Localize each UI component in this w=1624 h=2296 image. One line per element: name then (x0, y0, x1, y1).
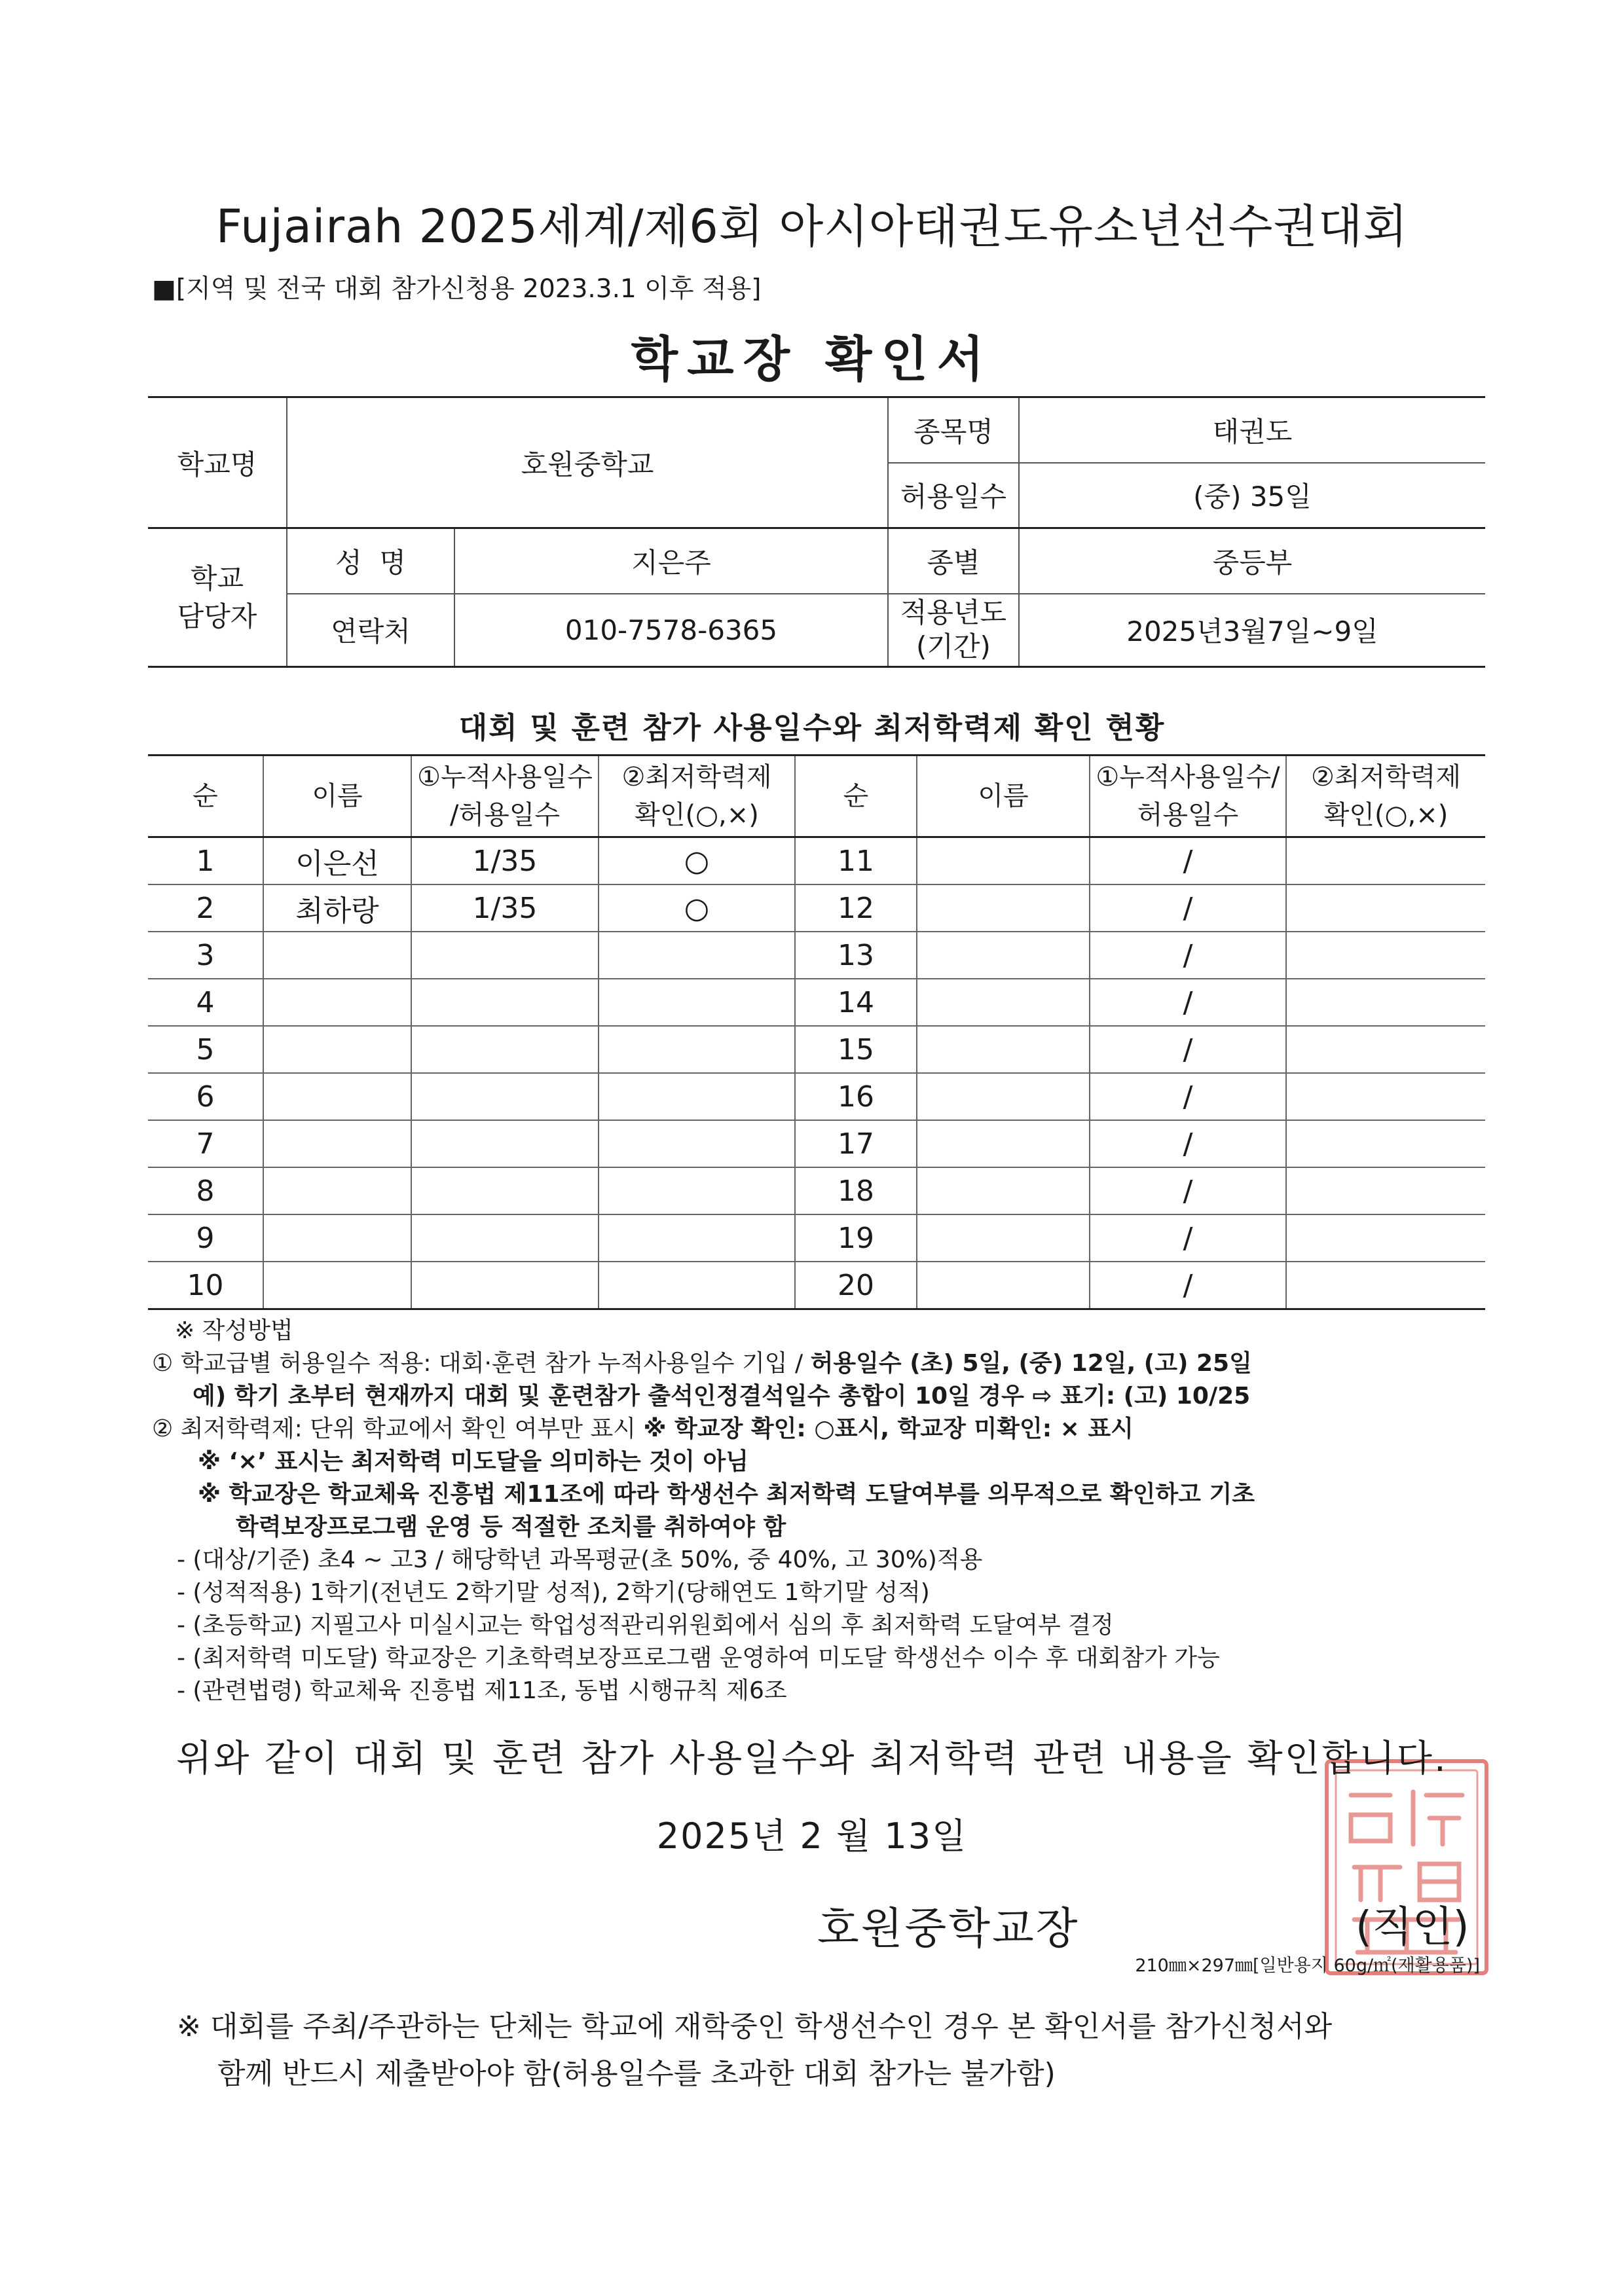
row-name-right (917, 1214, 1090, 1262)
row-usage-right: / (1090, 1167, 1286, 1214)
row-check-left (599, 1262, 795, 1309)
detail-3: - (초등학교) 지필고사 미실시교는 학업성적관리위원회에서 심의 후 최저학력 도달여부 결정 (177, 1612, 1114, 1639)
header-no-right: 순 (795, 756, 917, 837)
row-usage-left (411, 1167, 599, 1214)
header-no-left: 순 (148, 756, 263, 837)
row-name-left: 최하랑 (263, 884, 411, 932)
writing-instructions (152, 1315, 1488, 1707)
row-no-left: 7 (148, 1120, 263, 1167)
row-usage-left (411, 1120, 599, 1167)
row-usage-left (411, 1214, 599, 1262)
table-row (148, 1120, 1485, 1167)
paper-spec-note: 210㎜×297㎜[일반용지 60g/㎡(재활용품)] (1135, 1956, 1480, 1976)
row-name-left (263, 1120, 411, 1167)
header-name-left: 이름 (263, 756, 411, 837)
row-check-left (599, 1214, 795, 1262)
note-2-text: ② 최저학력제: 단위 학교에서 확인 여부만 표시 (152, 1415, 644, 1442)
row-check-right (1286, 884, 1485, 932)
row-usage-right: / (1090, 932, 1286, 979)
row-check-right (1286, 1073, 1485, 1120)
row-no-left: 4 (148, 979, 263, 1026)
row-no-left: 1 (148, 837, 263, 885)
row-usage-right: / (1090, 1262, 1286, 1309)
row-check-right (1286, 837, 1485, 885)
contact-label: 연락처 (287, 594, 454, 667)
info-table (148, 396, 1485, 668)
note-2 (152, 1413, 1488, 1446)
detail-5: - (관련법령) 학교체육 진흥법 제11조, 동법 시행규칙 제6조 (177, 1677, 787, 1704)
table-row (148, 1026, 1485, 1073)
row-check-left (599, 979, 795, 1026)
row-usage-left (411, 932, 599, 979)
row-no-left: 9 (148, 1214, 263, 1262)
detail-2: - (성적적용) 1학기(전년도 2학기말 성적), 2학기(당해연도 1학기말 성적) (177, 1579, 930, 1606)
row-usage-right: / (1090, 1120, 1286, 1167)
row-name-left (263, 1073, 411, 1120)
school-name-value: 호원중학교 (287, 397, 888, 528)
manager-name-label: 성 명 (287, 528, 454, 594)
row-name-left: 이은선 (263, 837, 411, 885)
row-check-right (1286, 1167, 1485, 1214)
detail-1: - (대상/기준) 초4 ~ 고3 / 해당학년 과목평균(초 50%, 중 40%, 고 30%)적용 (177, 1546, 983, 1573)
row-check-right (1286, 1214, 1485, 1262)
row-check-right (1286, 1120, 1485, 1167)
row-check-right (1286, 1026, 1485, 1073)
document-title: Fujairah 2025세계/제6회 아시아태권도유소년선수권대회 (215, 200, 1409, 253)
row-no-right: 19 (795, 1214, 917, 1262)
row-usage-right: / (1090, 1073, 1286, 1120)
row-name-left (263, 1214, 411, 1262)
table-row (148, 1167, 1485, 1214)
event-label: 종목명 (888, 397, 1019, 463)
form-title: 학교장 확인서 (631, 331, 993, 388)
row-no-left: 6 (148, 1073, 263, 1120)
row-no-right: 17 (795, 1120, 917, 1167)
note-1-example: 예) 학기 초부터 현재까지 대회 및 훈련참가 출석인정결석일수 총합이 10일 경우 ⇨ 표기: (고) 10/25 (193, 1383, 1251, 1410)
table-row (148, 1262, 1485, 1309)
status-section-title: 대회 및 훈련 참가 사용일수와 최저학력제 확인 현황 (458, 710, 1166, 745)
category-label: 종별 (888, 528, 1019, 594)
row-usage-left (411, 1026, 599, 1073)
note-1-bold: 허용일수 (초) 5일, (중) 12일, (고) 25일 (810, 1350, 1252, 1377)
row-check-left: ○ (599, 884, 795, 932)
status-table (148, 754, 1485, 1310)
row-check-left (599, 1073, 795, 1120)
row-no-right: 11 (795, 837, 917, 885)
table-row (148, 1073, 1485, 1120)
row-usage-right: / (1090, 979, 1286, 1026)
row-no-right: 12 (795, 884, 917, 932)
row-no-right: 20 (795, 1262, 917, 1309)
period-label: 적용년도 (기간) (888, 594, 1019, 667)
status-header-row (148, 756, 1485, 837)
row-name-left (263, 1167, 411, 1214)
footer-line-1: ※ 대회를 주최/주관하는 단체는 학교에 재학중인 학생선수인 경우 본 확인서를 참가신청서와 (177, 2010, 1333, 2043)
row-usage-right: / (1090, 884, 1286, 932)
status-body (148, 837, 1485, 1309)
row-no-left: 10 (148, 1262, 263, 1309)
footer-line-2: 함께 반드시 제출받아야 함(허용일수를 초과한 대회 참가는 불가함) (217, 2057, 1056, 2090)
row-name-left (263, 1026, 411, 1073)
row-name-right (917, 1026, 1090, 1073)
table-row (148, 837, 1485, 885)
row-no-left: 2 (148, 884, 263, 932)
school-name-label: 학교명 (148, 397, 287, 528)
note-3: ※ ‘×’ 표시는 최저학력 미도달을 의미하는 것이 아님 (198, 1448, 748, 1475)
row-no-right: 16 (795, 1073, 917, 1120)
note-1 (152, 1347, 1488, 1380)
row-check-left (599, 1167, 795, 1214)
row-usage-left (411, 979, 599, 1026)
row-no-right: 15 (795, 1026, 917, 1073)
contact-value: 010-7578-6365 (454, 594, 888, 667)
row-name-right (917, 837, 1090, 885)
row-name-right (917, 1120, 1090, 1167)
row-name-right (917, 932, 1090, 979)
row-no-left: 3 (148, 932, 263, 979)
row-name-right (917, 1073, 1090, 1120)
confirmation-date: 2025년 2 월 13일 (656, 1815, 968, 1857)
row-usage-right: / (1090, 1026, 1286, 1073)
note-4-cont: 학력보장프로그램 운영 등 적절한 조치를 취하여야 함 (236, 1514, 786, 1540)
row-usage-left (411, 1262, 599, 1309)
row-check-right (1286, 979, 1485, 1026)
row-name-right (917, 1262, 1090, 1309)
row-name-right (917, 884, 1090, 932)
event-value: 태권도 (1019, 397, 1485, 463)
manager-name-value: 지은주 (454, 528, 888, 594)
confirmation-statement: 위와 같이 대회 및 훈련 참가 사용일수와 최저학력 관련 내용을 확인합니다. (176, 1738, 1448, 1780)
document-subtitle: ■[지역 및 전국 대회 참가신청용 2023.3.1 이후 적용] (152, 274, 762, 304)
row-check-left: ○ (599, 837, 795, 885)
table-row (148, 979, 1485, 1026)
row-usage-left (411, 1073, 599, 1120)
table-row (148, 1214, 1485, 1262)
row-no-left: 8 (148, 1167, 263, 1214)
row-usage-left: 1/35 (411, 837, 599, 885)
principal-title: 호원중학교장 (817, 1903, 1080, 1954)
row-name-left (263, 979, 411, 1026)
row-check-right (1286, 1262, 1485, 1309)
manager-label: 학교 담당자 (148, 528, 287, 667)
row-name-right (917, 1167, 1090, 1214)
note-4: ※ 학교장은 학교체육 진흥법 제11조에 따라 학생선수 최저학력 도달여부를 의무적으로 확인하고 기초 (198, 1481, 1255, 1508)
header-check-left: ②최저학력제 확인(○,×) (599, 756, 795, 837)
header-check-right: ②최저학력제 확인(○,×) (1286, 756, 1485, 837)
row-usage-left: 1/35 (411, 884, 599, 932)
row-check-left (599, 1120, 795, 1167)
category-value: 중등부 (1019, 528, 1485, 594)
header-name-right: 이름 (917, 756, 1090, 837)
row-check-left (599, 1026, 795, 1073)
notes-heading: ※ 작성방법 (175, 1317, 293, 1344)
table-row (148, 932, 1485, 979)
note-1-text: ① 학교급별 허용일수 적용: 대회·훈련 참가 누적사용일수 기입 / (152, 1350, 811, 1377)
footer-notice (177, 2003, 1486, 2098)
period-value: 2025년3월7일~9일 (1019, 594, 1485, 667)
row-name-left (263, 1262, 411, 1309)
allowed-days-value: (중) 35일 (1019, 463, 1485, 528)
note-2-bold: ※ 학교장 확인: ○표시, 학교장 미확인: × 표시 (643, 1415, 1134, 1442)
row-no-right: 18 (795, 1167, 917, 1214)
row-name-right (917, 979, 1090, 1026)
row-name-left (263, 932, 411, 979)
row-no-right: 13 (795, 932, 917, 979)
row-usage-right: / (1090, 1214, 1286, 1262)
row-check-right (1286, 932, 1485, 979)
detail-4: - (최저학력 미도달) 학교장은 기초학력보장프로그램 운영하여 미도달 학생선수 이수 후 대회참가 가능 (177, 1645, 1220, 1671)
allowed-days-label: 허용일수 (888, 463, 1019, 528)
row-usage-right: / (1090, 837, 1286, 885)
header-usage-right: ①누적사용일수/ 허용일수 (1090, 756, 1286, 837)
row-check-left (599, 932, 795, 979)
table-row (148, 884, 1485, 932)
header-usage-left: ①누적사용일수 /허용일수 (411, 756, 599, 837)
seal-label: (직인) (1356, 1903, 1469, 1952)
row-no-right: 14 (795, 979, 917, 1026)
row-no-left: 5 (148, 1026, 263, 1073)
